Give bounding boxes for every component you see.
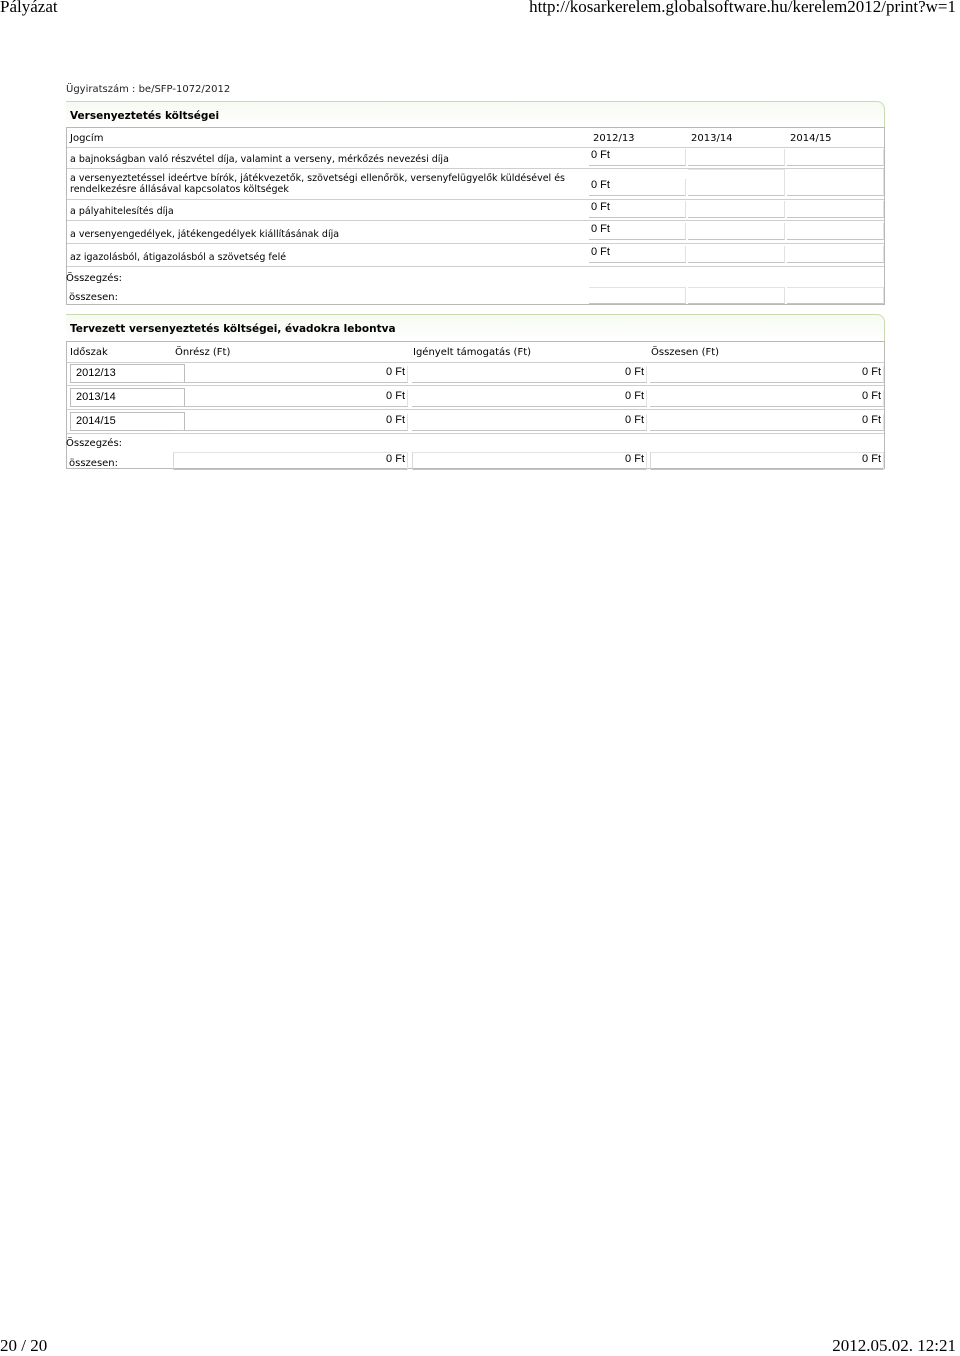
planned-table (66, 341, 885, 469)
amount-field[interactable]: 0 Ft (589, 201, 686, 218)
amount-field[interactable] (688, 201, 785, 218)
table-row (67, 221, 884, 244)
own-total: 0 Ft (173, 452, 408, 470)
row-label: a pályahitelesítés díja (70, 206, 174, 217)
table-row (67, 363, 884, 386)
costs-table (66, 127, 885, 305)
table-row (67, 148, 884, 169)
total-label: összesen: (69, 292, 119, 303)
costs-summary-row (67, 267, 884, 307)
amount-field[interactable] (688, 246, 785, 263)
period-field: 2014/15 (70, 412, 185, 431)
requested-total: 0 Ft (412, 452, 647, 470)
print-timestamp: 2012.05.02. 12:21 (832, 1336, 956, 1355)
total-field (589, 287, 686, 304)
table-row (67, 386, 884, 410)
costs-section (66, 101, 885, 305)
amount-field[interactable] (787, 223, 884, 240)
print-header-title: Pályázat (0, 0, 58, 16)
amount-field[interactable] (688, 169, 785, 196)
table-row (67, 169, 884, 200)
total-field (688, 287, 785, 304)
requested-amount[interactable]: 0 Ft (412, 390, 647, 407)
case-number: Ügyiratszám : be/SFP-1072/2012 (66, 84, 231, 95)
total-field (787, 287, 884, 304)
period-field: 2012/13 (70, 364, 185, 383)
planned-section (66, 314, 885, 469)
row-label-line1: a versenyeztetéssel ideértve bírók, játékvezetők, szövetségi ellenőrök, versenyfelügyelők küldésével és (70, 173, 565, 184)
column-header-total: Összesen (Ft) (651, 347, 720, 358)
amount-field[interactable]: 0 Ft (589, 179, 686, 196)
column-header-own: Önrész (Ft) (175, 347, 231, 358)
own-amount[interactable]: 0 Ft (173, 366, 408, 383)
own-amount[interactable]: 0 Ft (173, 390, 408, 407)
amount-field[interactable]: 0 Ft (589, 246, 686, 263)
amount-field[interactable]: 0 Ft (589, 223, 686, 240)
column-header-2014-15: 2014/15 (790, 133, 832, 144)
row-label-line2: rendelkezésre állásával kapcsolatos költségek (70, 184, 289, 195)
summary-label: Összegzés: (66, 273, 123, 284)
own-amount[interactable]: 0 Ft (173, 414, 408, 431)
costs-header-row (67, 128, 884, 148)
total-amount: 0 Ft (650, 414, 884, 431)
table-row (67, 244, 884, 267)
planned-header-row (67, 342, 884, 363)
column-header-2013-14: 2013/14 (691, 133, 733, 144)
total-amount: 0 Ft (650, 366, 884, 383)
page-counter: 20 / 20 (0, 1336, 48, 1355)
costs-section-title: Versenyeztetés költségei (66, 101, 885, 127)
column-header-requested: Igényelt támogatás (Ft) (413, 347, 532, 358)
column-header-period: Időszak (70, 347, 108, 358)
amount-field[interactable] (787, 149, 884, 166)
column-header-jogcim: Jogcím (70, 133, 104, 144)
amount-field[interactable] (688, 149, 785, 166)
amount-field[interactable] (787, 201, 884, 218)
amount-field[interactable]: 0 Ft (589, 149, 686, 166)
grand-total: 0 Ft (650, 452, 884, 470)
total-amount: 0 Ft (650, 390, 884, 407)
table-row (67, 200, 884, 221)
row-label: az igazolásból, átigazolásból a szövetség felé (70, 252, 287, 263)
row-label: a versenyengedélyek, játékengedélyek kiállításának díja (70, 229, 340, 240)
column-header-2012-13: 2012/13 (593, 133, 635, 144)
summary-label: Összegzés: (66, 438, 123, 449)
row-label: a bajnokságban való részvétel díja, valamint a verseny, mérkőzés nevezési díja (70, 154, 449, 165)
planned-summary-row (67, 434, 884, 472)
planned-section-title: Tervezett versenyeztetés költségei, évadokra lebontva (66, 314, 885, 341)
requested-amount[interactable]: 0 Ft (412, 414, 647, 431)
total-label: összesen: (69, 458, 119, 469)
amount-field[interactable] (688, 223, 785, 240)
requested-amount[interactable]: 0 Ft (412, 366, 647, 383)
amount-field[interactable] (787, 246, 884, 263)
table-row (67, 410, 884, 434)
period-field: 2013/14 (70, 388, 185, 407)
print-header-url: http://kosarkerelem.globalsoftware.hu/kerelem2012/print?w=1 (529, 0, 956, 16)
amount-field[interactable] (787, 169, 884, 196)
